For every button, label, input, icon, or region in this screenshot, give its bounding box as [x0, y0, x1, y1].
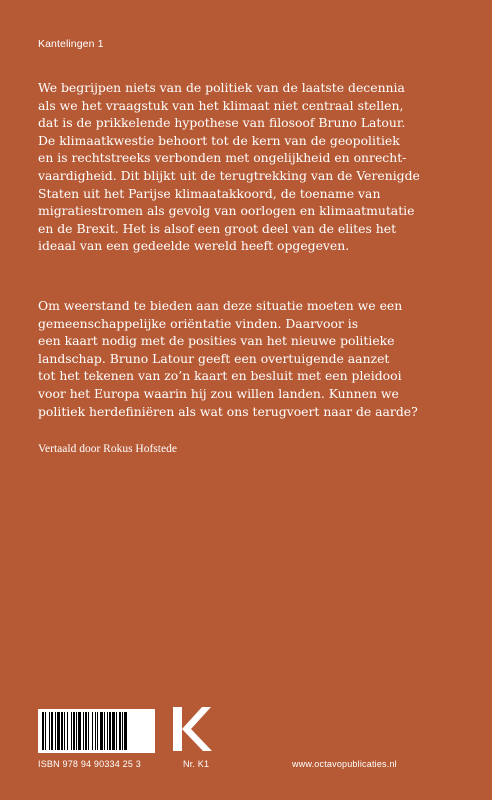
paragraph-line: en is rechtstreeks verbonden met ongelijkheid en onrecht-: [38, 150, 407, 166]
paragraph-line: Om weerstand te bieden aan deze situatie moeten we een: [38, 298, 403, 313]
paragraph-line: een kaart nodig met de posities van het nieuwe politieke: [38, 333, 395, 349]
paragraph-line: gemeenschappelijke oriëntatie vinden. Daarvoor is: [38, 315, 359, 331]
paragraph-line: vaardigheid. Dit blijkt uit de terugtrekking van de Verenigde: [38, 167, 420, 183]
isbn-number: ISBN 978 94 90334 25 3: [38, 759, 141, 769]
k-logo-icon: [172, 706, 212, 752]
series-number: Nr. K1: [183, 759, 210, 769]
paragraph-line: en de Brexit. Het is alsof een groot deel van de elites het: [38, 220, 397, 236]
paragraph-line: als we het vraagstuk van het klimaat niet centraal stellen,: [38, 97, 404, 113]
paragraph-line: migratiestromen als gevolg van oorlogen en klimaatmutatie: [38, 203, 415, 219]
paragraph-line: dat is de prikkelende hypothese van filosoof Bruno Latour.: [38, 115, 406, 131]
paragraph-line: tot het tekenen van zo’n kaart en besluit met een pleidooi: [38, 368, 402, 384]
blurb-paragraph-1: [38, 79, 468, 255]
paragraph-line: De klimaatkwestie behoort tot de kern van de geopolitiek: [38, 132, 400, 148]
translator-credit: Vertaald door Rokus Hofstede: [38, 443, 177, 455]
paragraph-line: We begrijpen niets van de politiek van de laatste decennia: [38, 80, 405, 95]
paragraph-line: ideaal van een gedeelde wereld heeft opgegeven.: [38, 238, 350, 254]
paragraph-line: voor het Europa waarin hij zou willen landen. Kunnen we: [38, 385, 399, 401]
series-label: Kantelingen 1: [38, 38, 104, 50]
paragraph-line: politiek herdefiniëren als wat ons terugvoert naar de aarde?: [38, 403, 418, 419]
paragraph-line: Staten uit het Parijse klimaatakkoord, de toename van: [38, 185, 381, 201]
blurb-paragraph-2: [38, 297, 468, 420]
publisher-website: www.octavopublicaties.nl: [292, 759, 397, 769]
barcode-icon: [38, 709, 155, 753]
paragraph-line: landschap. Bruno Latour geeft een overtuigende aanzet: [38, 350, 390, 366]
